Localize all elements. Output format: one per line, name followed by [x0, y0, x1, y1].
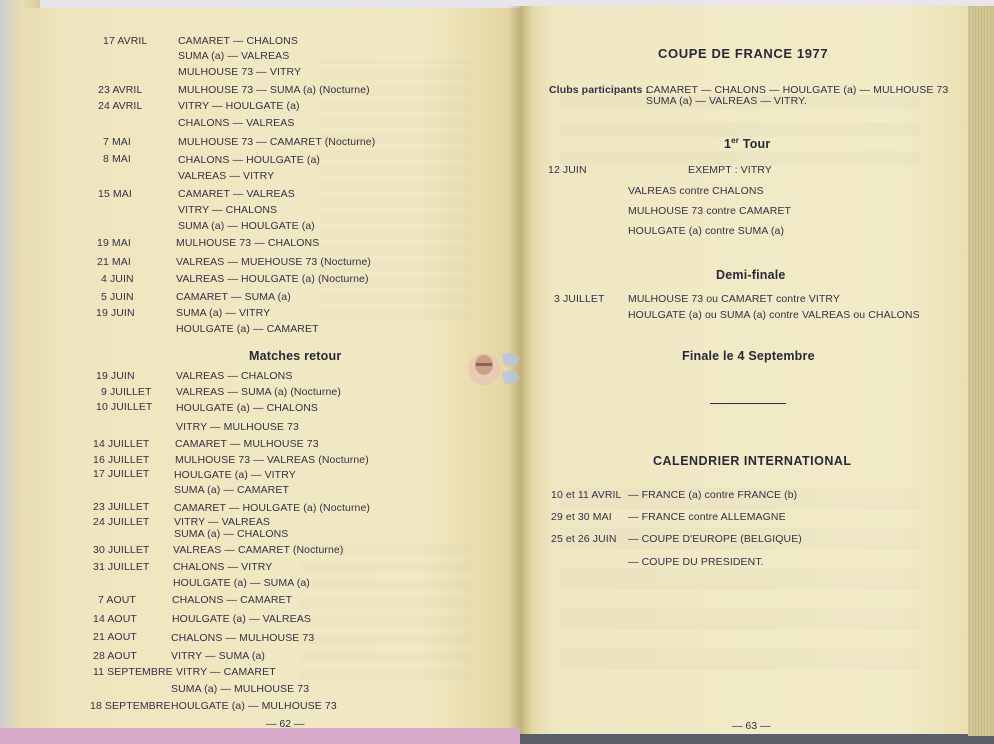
schedule-match: MULHOUSE 73 — CAMARET (Nocturne) [178, 136, 376, 148]
schedule-match: CAMARET — HOULGATE (a) (Nocturne) [174, 502, 371, 514]
schedule-date: 5 JUIN [101, 291, 134, 303]
clubs-line: CAMARET — CHALONS — HOULGATE (a) — MULHOUSE 73 [646, 84, 949, 96]
schedule-match: VALREAS — VITRY [178, 170, 275, 182]
exempt-text: EXEMPT : VITRY [688, 164, 772, 176]
schedule-match: VALREAS — HOULGATE (a) (Nocturne) [176, 273, 369, 285]
schedule-date: 11 SEPTEMBRE [93, 666, 173, 678]
round-date: 12 JUIN [548, 164, 587, 176]
schedule-match: VITRY — CAMARET [176, 666, 276, 678]
schedule-date: 14 AOUT [93, 613, 137, 625]
schedule-match: CAMARET — MULHOUSE 73 [175, 438, 319, 450]
clubs-line: SUMA (a) — VALREAS — VITRY. [646, 95, 807, 107]
schedule-match: HOULGATE (a) — VALREAS [172, 613, 311, 625]
intl-event: — FRANCE contre ALLEMAGNE [628, 511, 786, 523]
schedule-date: 23 AVRIL [98, 84, 143, 96]
schedule-match: CAMARET — CHALONS [178, 35, 298, 47]
schedule-date: 30 JUILLET [93, 544, 150, 556]
schedule-match: CHALONS — CAMARET [172, 594, 293, 606]
intl-heading: CALENDRIER INTERNATIONAL [653, 454, 852, 468]
schedule-match: VITRY — VALREAS [174, 516, 271, 528]
schedule-match: SUMA (a) — MULHOUSE 73 [171, 683, 310, 695]
schedule-match: CHALONS — MULHOUSE 73 [171, 632, 315, 644]
round-match: HOULGATE (a) ou SUMA (a) contre VALREAS ou CHALONS [628, 309, 920, 321]
schedule-date: 15 MAI [98, 188, 132, 200]
schedule-match: CAMARET — SUMA (a) [176, 291, 291, 303]
intl-event: — COUPE D'EUROPE (BELGIQUE) [628, 533, 802, 545]
schedule-date: 31 JUILLET [93, 561, 150, 573]
page-title: COUPE DE FRANCE 1977 [658, 46, 829, 61]
intl-event: — COUPE DU PRESIDENT. [628, 556, 764, 568]
round-match: HOULGATE (a) contre SUMA (a) [628, 225, 785, 237]
schedule-date: 10 JUILLET [96, 401, 153, 413]
schedule-date: 24 JUILLET [93, 516, 150, 528]
retour-heading: Matches retour [249, 349, 342, 363]
section-heading-semi: Demi-finale [716, 268, 786, 282]
schedule-match: VITRY — HOULGATE (a) [178, 100, 300, 112]
schedule-match: VITRY — CHALONS [178, 204, 278, 216]
schedule-match: VALREAS — SUMA (a) (Nocturne) [176, 386, 341, 398]
schedule-date: 24 AVRIL [98, 100, 143, 112]
schedule-match: HOULGATE (a) — SUMA (a) [173, 577, 310, 589]
schedule-date: 4 JUIN [101, 273, 134, 285]
schedule-match: VITRY — MULHOUSE 73 [176, 421, 299, 433]
schedule-match: VALREAS — CHALONS [176, 370, 293, 382]
right-page-edge [968, 6, 994, 736]
round-date: 3 JUILLET [554, 293, 605, 305]
schedule-match: SUMA (a) — HOULGATE (a) [178, 220, 315, 232]
schedule-date: 7 MAI [103, 136, 131, 148]
schedule-match: VALREAS — CAMARET (Nocturne) [173, 544, 344, 556]
page-number-left: — 62 — [266, 718, 305, 730]
schedule-date: 8 MAI [103, 153, 131, 165]
schedule-date: 18 SEPTEMBRE [90, 700, 171, 712]
schedule-match: CHALONS — HOULGATE (a) [178, 154, 321, 166]
schedule-match: SUMA (a) — VALREAS [178, 50, 290, 62]
intl-event: — FRANCE (a) contre FRANCE (b) [628, 489, 798, 501]
schedule-date: 23 JUILLET [93, 501, 150, 513]
schedule-date: 7 AOUT [98, 594, 136, 606]
page-number-right: — 63 — [732, 720, 771, 732]
round-match: MULHOUSE 73 ou CAMARET contre VITRY [628, 293, 841, 305]
schedule-date: 9 JUILLET [101, 386, 152, 398]
intl-date: 25 et 26 JUIN [551, 533, 617, 545]
section-divider [710, 403, 786, 404]
schedule-date: 21 AOUT [93, 631, 137, 643]
schedule-match: MULHOUSE 73 — VITRY [178, 66, 302, 78]
schedule-date: 17 JUILLET [93, 468, 150, 480]
schedule-date: 19 MAI [97, 237, 131, 249]
schedule-match: MULHOUSE 73 — CHALONS [176, 237, 320, 249]
schedule-match: MULHOUSE 73 — VALREAS (Nocturne) [175, 454, 369, 466]
round-match: VALREAS contre CHALONS [628, 185, 764, 197]
schedule-match: HOULGATE (a) — CAMARET [176, 323, 319, 335]
schedule-date: 28 AOUT [93, 650, 137, 662]
schedule-match: SUMA (a) — CAMARET [174, 484, 289, 496]
schedule-date: 16 JUILLET [93, 454, 150, 466]
clubs-label: Clubs participants : [549, 84, 650, 96]
schedule-date: 21 MAI [97, 256, 131, 268]
background-bottom [0, 728, 520, 744]
schedule-match: HOULGATE (a) — CHALONS [176, 402, 319, 414]
schedule-match: CHALONS — VITRY [173, 561, 273, 573]
schedule-match: CHALONS — VALREAS [178, 117, 295, 129]
schedule-match: HOULGATE (a) — MULHOUSE 73 [171, 700, 337, 712]
section-heading-tour1: 1er Tour [724, 136, 771, 152]
schedule-date: 14 JUILLET [93, 438, 150, 450]
schedule-match: CAMARET — VALREAS [178, 188, 295, 200]
schedule-match: VALREAS — MUEHOUSE 73 (Nocturne) [176, 256, 371, 268]
intl-date: 10 et 11 AVRIL [551, 489, 622, 501]
final-heading: Finale le 4 Septembre [682, 349, 815, 363]
schedule-match: SUMA (a) — VITRY [176, 307, 271, 319]
schedule-date: 19 JUIN [96, 370, 135, 382]
schedule-match: MULHOUSE 73 — SUMA (a) (Nocturne) [178, 84, 370, 96]
schedule-date: 19 JUIN [96, 307, 135, 319]
schedule-match: HOULGATE (a) — VITRY [174, 469, 296, 481]
intl-date: 29 et 30 MAI [551, 511, 612, 523]
schedule-match: SUMA (a) — CHALONS [174, 528, 289, 540]
schedule-date: 17 AVRIL [103, 35, 148, 47]
round-match: MULHOUSE 73 contre CAMARET [628, 205, 792, 217]
schedule-match: VITRY — SUMA (a) [171, 650, 265, 662]
watermark-stamp-icon [464, 347, 526, 391]
